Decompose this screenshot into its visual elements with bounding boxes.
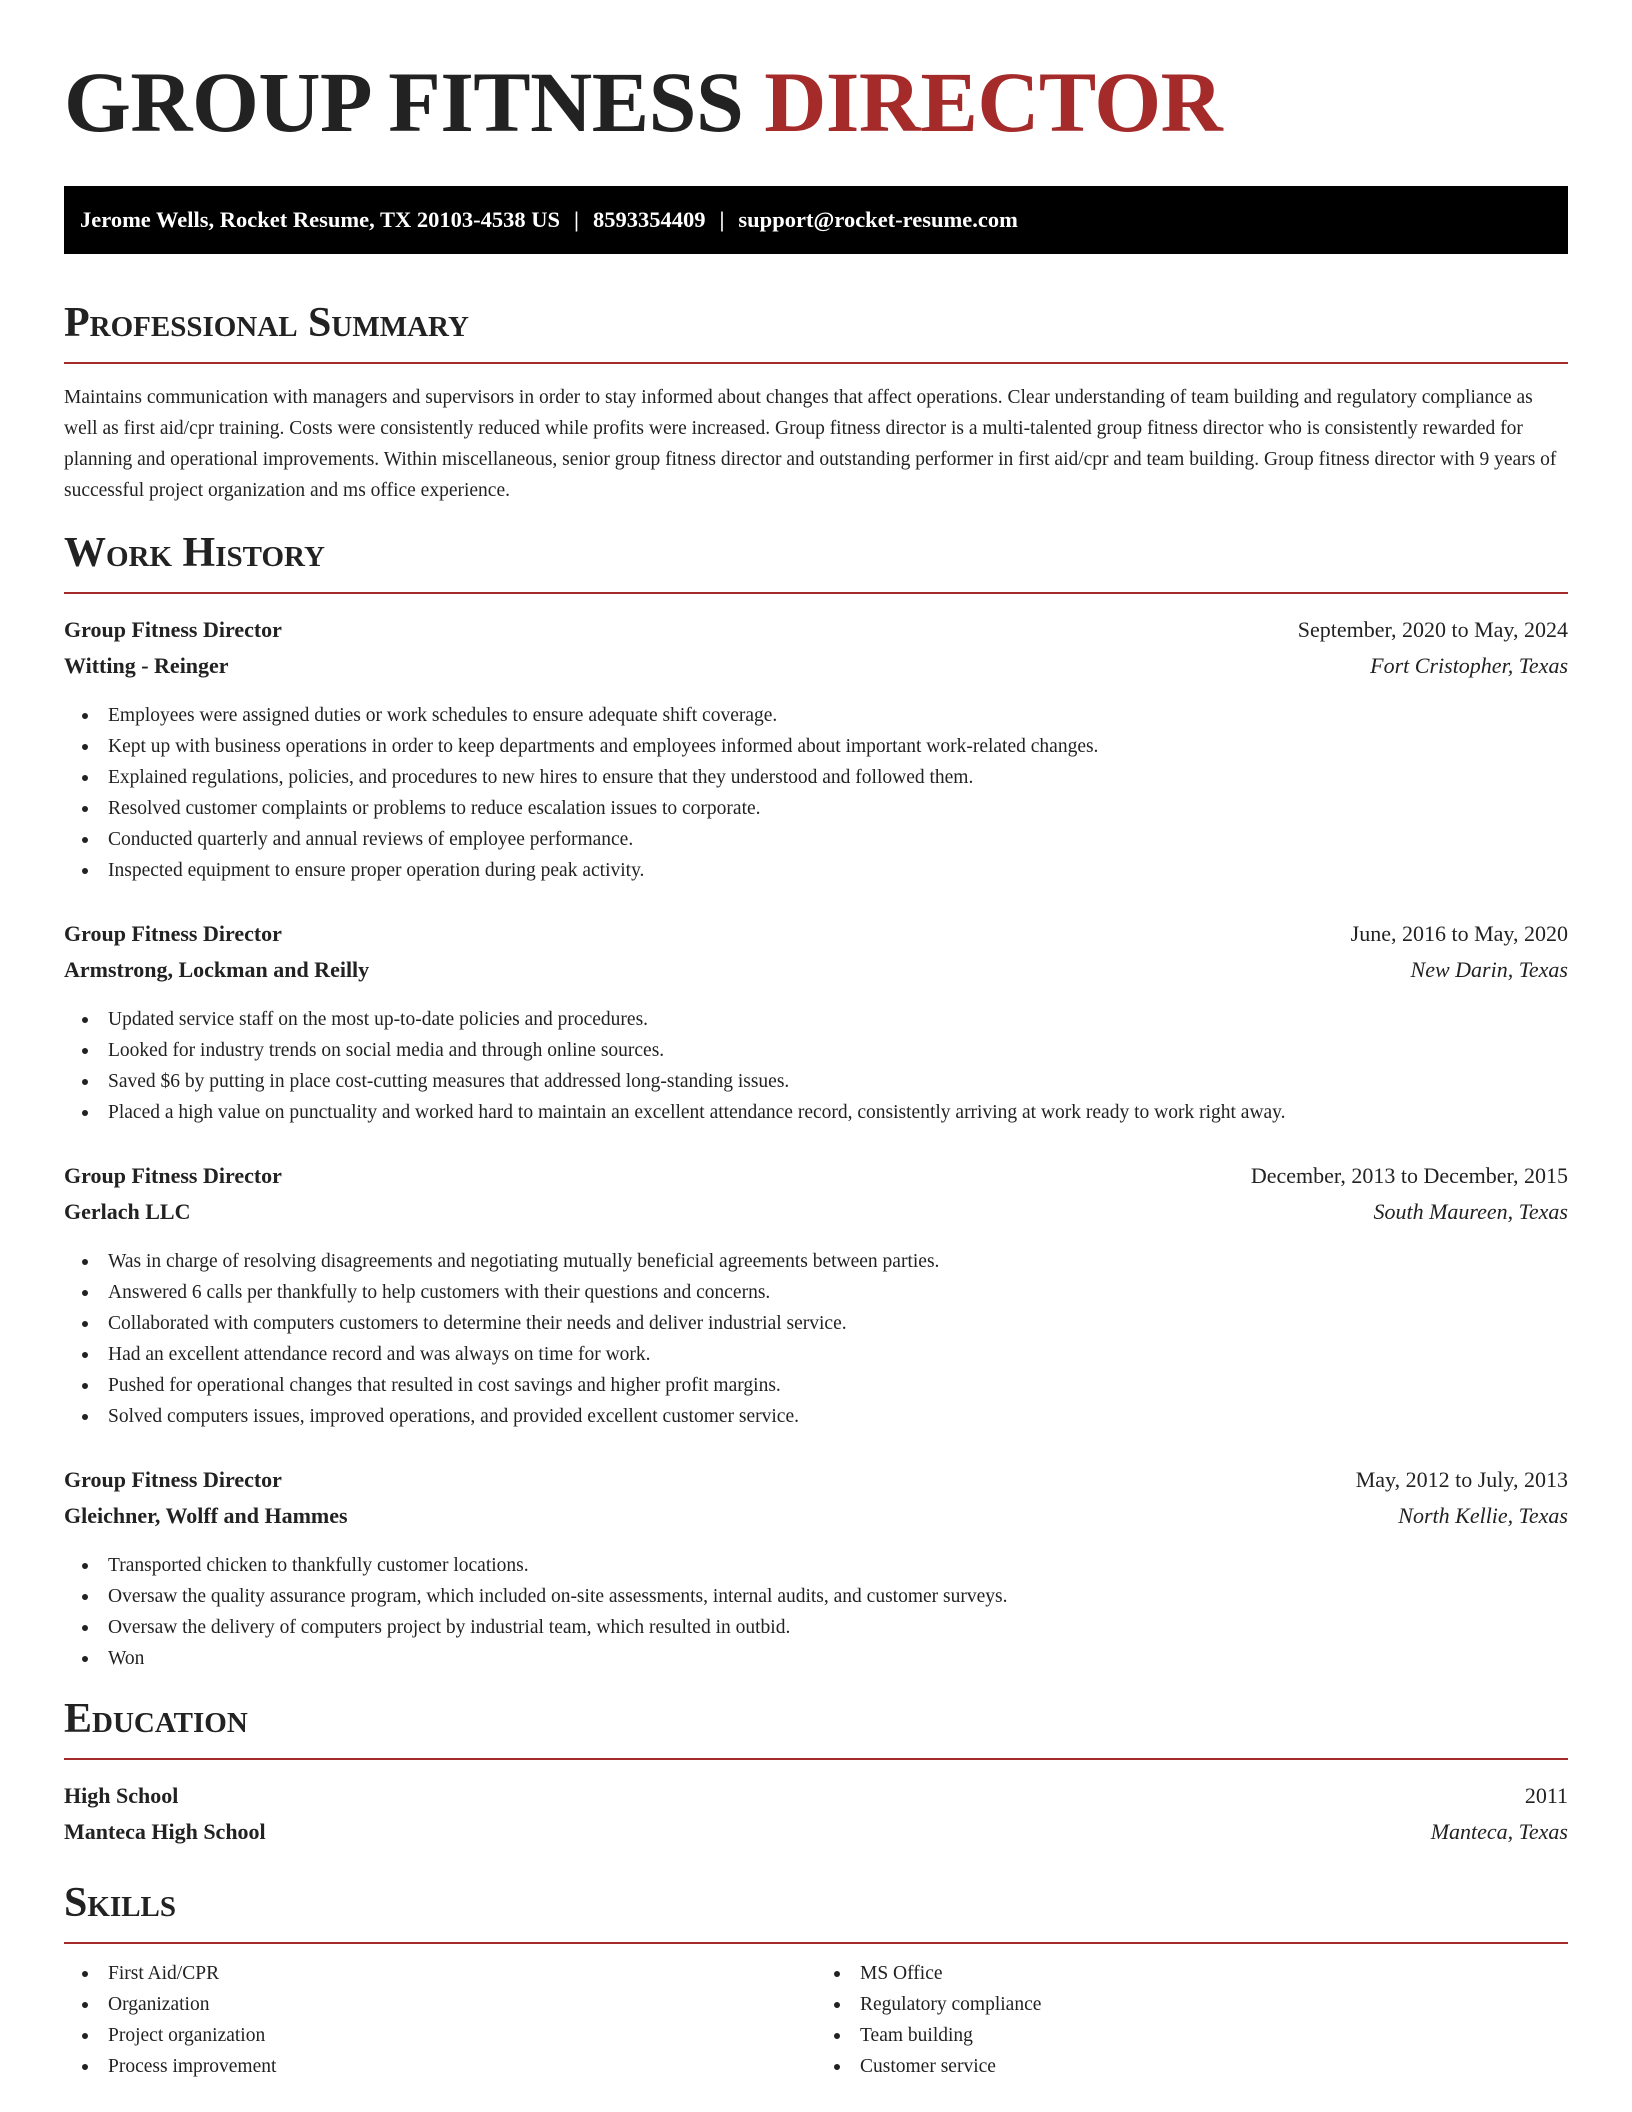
section-heading: Professional Summary	[64, 300, 469, 346]
job-bullet-item: Transported chicken to thankfully customer locations.	[64, 1550, 1568, 1581]
job-title: Group Fitness Director	[64, 617, 282, 642]
job-bullet-item: Won	[64, 1643, 1568, 1674]
job-bullet-item: Conducted quarterly and annual reviews of employee performance.	[64, 824, 1568, 855]
section-divider	[64, 362, 1568, 364]
job-bullet-item: Looked for industry trends on social media and through online sources.	[64, 1035, 1568, 1066]
skills-column-right	[816, 1958, 1568, 2082]
education-row	[64, 1814, 1568, 1850]
education-row	[64, 1778, 1568, 1814]
title-accent: DIRECTOR	[764, 54, 1223, 150]
job-dates: December, 2013 to December, 2015	[1250, 1163, 1568, 1188]
job-bullets	[64, 700, 1568, 886]
job-header-row	[64, 916, 1568, 952]
job-bullet-item: Oversaw the quality assurance program, which included on-site assessments, internal audits, and customer surveys.	[64, 1581, 1568, 1612]
job-bullet-item: Kept up with business operations in order to keep departments and employees informed about important work-related changes.	[64, 731, 1568, 762]
section-divider	[64, 1758, 1568, 1760]
education-year: 2011	[1524, 1783, 1568, 1808]
job-entry	[64, 1462, 1568, 1674]
job-company-row	[64, 1498, 1568, 1534]
job-location: North Kellie, Texas	[1398, 1503, 1568, 1528]
job-bullet-item: Placed a high value on punctuality and worked hard to maintain an excellent attendance record, consistently arriving at work ready to work right away.	[64, 1097, 1568, 1128]
skill-item: Project organization	[64, 2020, 816, 2051]
work-history-section	[64, 530, 1568, 1674]
job-bullet-item: Inspected equipment to ensure proper operation during peak activity.	[64, 855, 1568, 886]
skills-section	[64, 1880, 1568, 2082]
title-main: GROUP FITNESS	[64, 54, 744, 150]
contact-separator: |	[573, 207, 579, 232]
skill-item: First Aid/CPR	[64, 1958, 816, 1989]
job-company-row	[64, 648, 1568, 684]
summary-section	[64, 300, 1568, 506]
section-divider	[64, 1942, 1568, 1944]
contact-phone: 8593354409	[592, 207, 706, 232]
summary-text: Maintains communication with managers and supervisors in order to stay informed about changes that affect operations. Clear understanding of team building and regulatory compliance as well as first aid/cpr training. Costs were consistently reduced while profits were increased. Group fitness director is a multi-talented group fitness director who is consistently rewarded for planning and operational improvements. Within miscellaneous, senior group fitness director and outstanding performer in first aid/cpr and team building. Group fitness director with 9 years of successful project organization and ms office experience.	[64, 387, 1557, 501]
skill-item: Regulatory compliance	[816, 1989, 1568, 2020]
skill-item: Customer service	[816, 2051, 1568, 2082]
job-title: Group Fitness Director	[64, 921, 282, 946]
job-bullets	[64, 1004, 1568, 1128]
skill-item: MS Office	[816, 1958, 1568, 1989]
contact-bar	[64, 186, 1568, 254]
skills-grid	[64, 1958, 1568, 2082]
job-company: Gerlach LLC	[64, 1199, 191, 1224]
education-location: Manteca, Texas	[1430, 1819, 1568, 1844]
job-bullet-item: Had an excellent attendance record and was always on time for work.	[64, 1339, 1568, 1370]
job-entry	[64, 916, 1568, 1128]
job-dates: May, 2012 to July, 2013	[1355, 1467, 1568, 1492]
job-location: Fort Cristopher, Texas	[1370, 653, 1568, 678]
section-heading: Skills	[64, 1880, 177, 1926]
job-title: Group Fitness Director	[64, 1467, 282, 1492]
job-company-row	[64, 1194, 1568, 1230]
job-bullets	[64, 1550, 1568, 1674]
contact-address: Jerome Wells, Rocket Resume, TX 20103-4538 US	[80, 207, 560, 232]
job-bullet-item: Updated service staff on the most up-to-date policies and procedures.	[64, 1004, 1568, 1035]
job-bullets	[64, 1246, 1568, 1432]
job-bullet-item: Solved computers issues, improved operations, and provided excellent customer service.	[64, 1401, 1568, 1432]
job-entry	[64, 1158, 1568, 1432]
job-title: Group Fitness Director	[64, 1163, 282, 1188]
education-school: Manteca High School	[64, 1819, 266, 1844]
education-section	[64, 1696, 1568, 1850]
job-bullet-item: Collaborated with computers customers to determine their needs and deliver industrial service.	[64, 1308, 1568, 1339]
section-divider	[64, 592, 1568, 594]
education-degree: High School	[64, 1783, 179, 1808]
contact-separator: |	[719, 207, 725, 232]
job-header-row	[64, 612, 1568, 648]
job-bullet-item: Was in charge of resolving disagreements and negotiating mutually beneficial agreements between parties.	[64, 1246, 1568, 1277]
section-heading: Work History	[64, 530, 325, 576]
skill-item: Organization	[64, 1989, 816, 2020]
job-dates: September, 2020 to May, 2024	[1297, 617, 1568, 642]
job-company: Witting - Reinger	[64, 653, 229, 678]
job-company: Gleichner, Wolff and Hammes	[64, 1503, 348, 1528]
contact-email: support@rocket-resume.com	[738, 207, 1018, 232]
job-list	[64, 612, 1568, 1674]
job-company-row	[64, 952, 1568, 988]
job-bullet-item: Saved $6 by putting in place cost-cutting measures that addressed long-standing issues.	[64, 1066, 1568, 1097]
skill-item: Team building	[816, 2020, 1568, 2051]
job-bullet-item: Explained regulations, policies, and procedures to new hires to ensure that they understood and followed them.	[64, 762, 1568, 793]
job-bullet-item: Answered 6 calls per thankfully to help customers with their questions and concerns.	[64, 1277, 1568, 1308]
skill-item: Process improvement	[64, 2051, 816, 2082]
resume-title	[64, 56, 1568, 148]
job-bullet-item: Pushed for operational changes that resulted in cost savings and higher profit margins.	[64, 1370, 1568, 1401]
job-bullet-item: Oversaw the delivery of computers project by industrial team, which resulted in outbid.	[64, 1612, 1568, 1643]
job-header-row	[64, 1462, 1568, 1498]
job-location: South Maureen, Texas	[1373, 1199, 1568, 1224]
education-entry	[64, 1778, 1568, 1850]
skills-column-left	[64, 1958, 816, 2082]
job-entry	[64, 612, 1568, 886]
job-dates: June, 2016 to May, 2020	[1350, 921, 1568, 946]
section-heading: Education	[64, 1696, 248, 1742]
job-company: Armstrong, Lockman and Reilly	[64, 957, 370, 982]
job-header-row	[64, 1158, 1568, 1194]
job-bullet-item: Employees were assigned duties or work schedules to ensure adequate shift coverage.	[64, 700, 1568, 731]
job-location: New Darin, Texas	[1410, 957, 1568, 982]
job-bullet-item: Resolved customer complaints or problems to reduce escalation issues to corporate.	[64, 793, 1568, 824]
